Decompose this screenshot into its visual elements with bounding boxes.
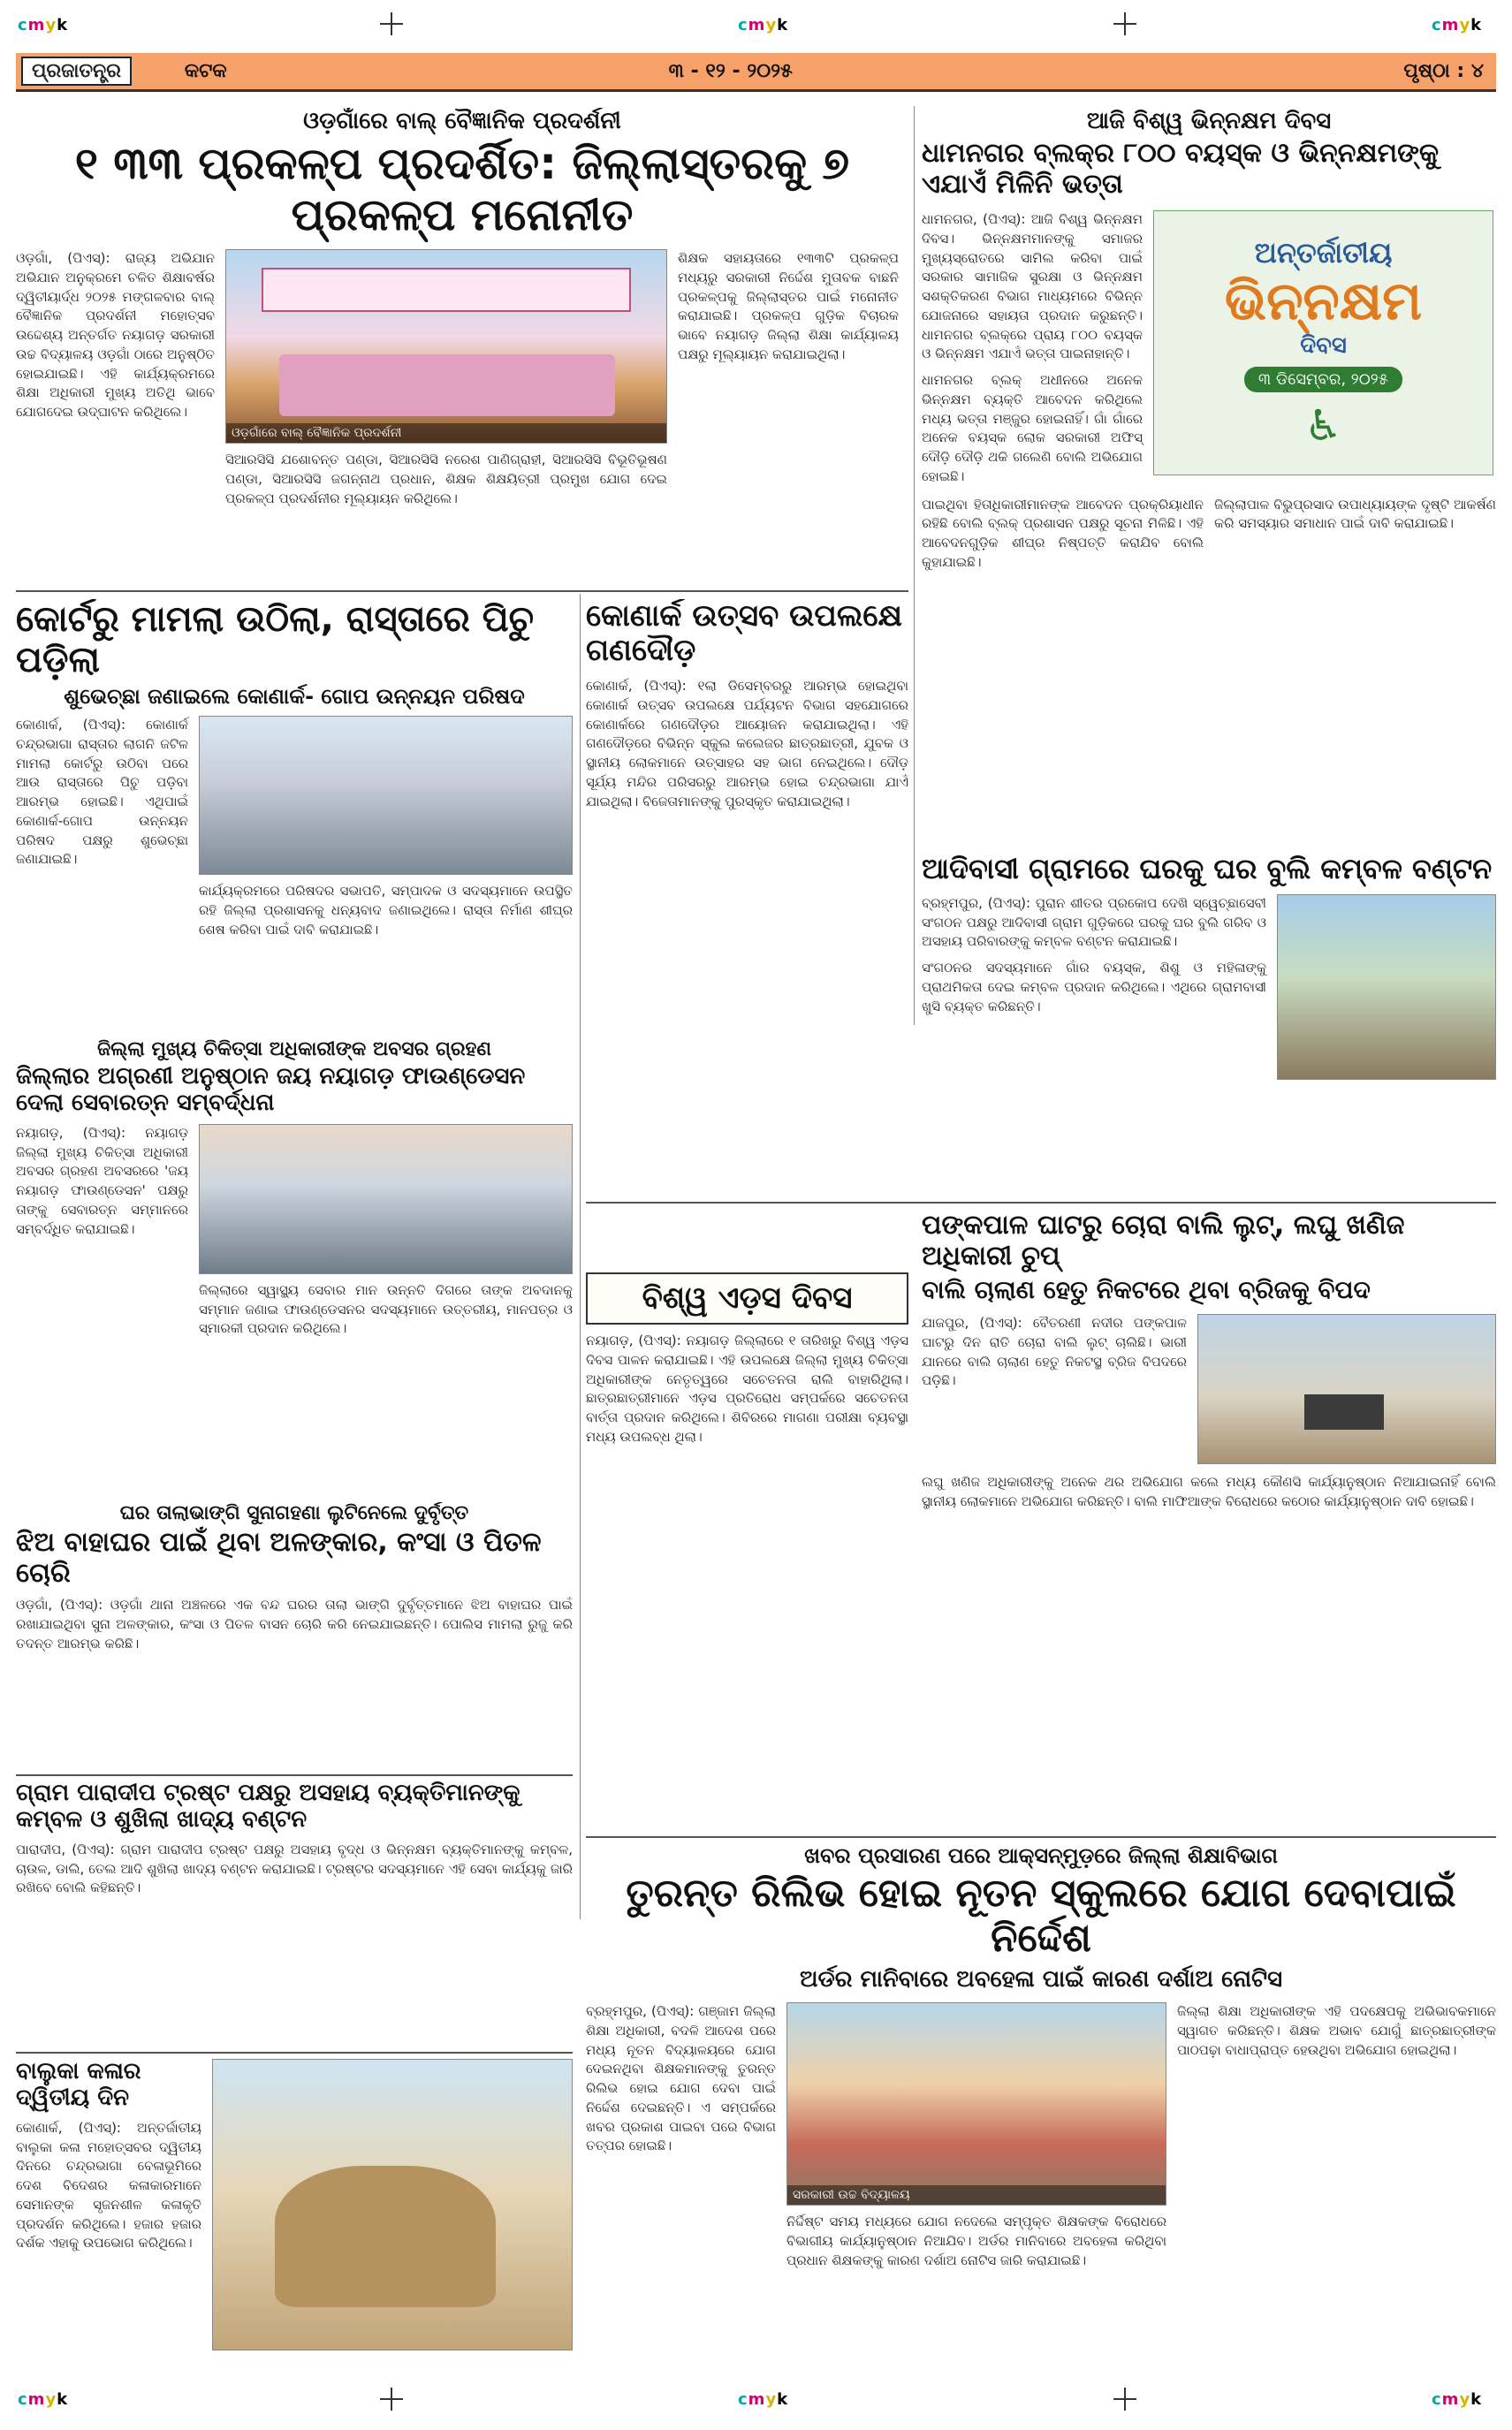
stage-banner-shape [262,268,631,312]
article-sand-bridge [922,1211,1496,1829]
article-cmo-honour [16,1038,573,1498]
cmyk-mark-bottom-center: cmyk [738,2390,789,2409]
disability-day-banner [1153,210,1493,475]
article-headline: ବିଶ୍ୱ ଏଡ଼ସ ଦିବସ [642,1280,853,1316]
article-headline: ଝିଅ ବାହାଘର ପାଇଁ ଥିବା ଅଳଙ୍କାର, କଂସା ଓ ପିତଳ ଚୋରି [16,1527,542,1589]
section-divider [16,2052,573,2054]
column-divider [914,106,915,1025]
article-body: ଲଘୁ ଖଣିଜ ଅଧିକାରୀଙ୍କୁ ଅନେକ ଥର ଅଭିଯୋଗ କଲେ ମଧ୍ୟ କୌଣସି କାର୍ଯ୍ୟାନୁଷ୍ଠାନ ନିଆଯାଇନାହିଁ ବୋଲି ସ୍ଥାନୀୟ ଲୋକମାନେ ଅଭିଯୋଗ କରିଛନ୍ତି। ବାଲି ମାଫିଆଙ୍କ ବିରୋଧରେ କଠୋର କାର୍ଯ୍ୟାନୁଷ୍ଠାନ ଦାବି ହୋଇଛି। [922,1474,1496,1509]
article-aids-day [586,1272,908,1917]
photo-caption: ସରକାରୀ ଉଚ୍ଚ ବିଦ୍ୟାଳୟ [787,2185,1166,2205]
newspaper-page [16,53,1496,2368]
article-headline: ଗ୍ରାମ ପାରାଦୀପ ଟ୍ରଷ୍ଟ ପକ୍ଷରୁ ଅସହାୟ ବ୍ୟକ୍ତିମାନଙ୍କୁ କମ୍ବଳ ଓ ଶୁଖିଲା ଖାଦ୍ୟ ବଣ୍ଟନ [16,1781,520,1833]
article-body: ନୟାଗଡ଼, (ପିଏସ୍): ନୟାଗଡ଼ ଜିଲ୍ଲା ମୁଖ୍ୟ ଚିକିତ୍ସା ଅଧିକାରୀ ଅବସର ଗ୍ରହଣ ଅବସରରେ 'ଜୟ ନୟାଗଡ଼ ଫାଉଣ୍ଡେସନ' ପକ୍ଷରୁ ତାଙ୍କୁ ସେବାରତ୍ନ ସମ୍ମାନରେ ସମ୍ବର୍ଦ୍ଧିତ କରାଯାଇଛି। [16,1124,188,1237]
article-body: ଜିଲ୍ଲାରେ ସ୍ୱାସ୍ଥ୍ୟ ସେବାର ମାନ ଉନ୍ନତି ଦିଗରେ ତାଙ୍କ ଅବଦାନକୁ ସମ୍ମାନ ଜଣାଇ ଫାଉଣ୍ଡେସନର ସଦସ୍ୟମାନେ ଉତ୍ତରୀୟ, ମାନପତ୍ର ଓ ସ୍ମାରକୀ ପ୍ରଦାନ କରିଥିଲେ। [199,1281,573,1337]
registration-crosshair-icon [1113,2388,1136,2411]
aids-day-title-box [586,1272,908,1325]
article-body: ଓଡ଼ଗାଁ, (ପିଏସ୍): ଓଡ଼ଗାଁ ଥାନା ଅଞ୍ଚଳରେ ଏକ ବନ୍ଦ ଘରର ତାଲା ଭାଙ୍ଗି ଦୁର୍ବୃତ୍ତମାନେ ଝିଅ ବାହାଘର ପାଇଁ ରଖାଯାଇଥିବା ସୁନା ଅଳଙ୍କାର, କଂସା ଓ ପିତଳ ବାସନ ଚୋରି କରି ନେଇଯାଇଛନ୍ତି। ପୋଲିସ ମାମଲା ରୁଜୁ କରି ତଦନ୍ତ ଆରମ୍ଭ କରିଛି। [16,1597,573,1652]
cmyk-mark-bottom-left: cmyk [18,2390,69,2409]
article-theft [16,1502,573,1767]
article-konark-court [16,599,573,1059]
article-sand-art [16,2059,573,2368]
photo-caption: ଓଡ଼ଗାଁରେ ବାଲ୍ ବୈଜ୍ଞାନିକ ପ୍ରଦର୍ଶନୀ [226,423,666,443]
school-assembly-photo [786,2002,1166,2206]
konark-meeting-photo [199,716,573,875]
article-headline: କୋଣାର୍କ ଉତ୍ସବ ଉପଲକ୍ଷେ ଗଣଦୌଡ଼ [586,599,902,669]
article-kicker: ଖବର ପ୍ରସାରଣ ପରେ ଆକ୍ସନ୍‌ମୁଡ଼ରେ ଜିଲ୍ଲା ଶିକ୍ଷାବିଭାଗ [804,1843,1278,1868]
wheelchair-icon: ♿ [1303,400,1343,451]
registration-crosshair-icon [380,2388,403,2411]
article-body: ଶିକ୍ଷକ ସହାୟତାରେ ୧୩୩ଟି ପ୍ରକଳ୍ପ ମଧ୍ୟରୁ ସରକାରୀ ନିର୍ଦ୍ଦେଶ ମୁତାବକ ବାଛନି ପ୍ରକଳ୍ପକୁ ଜିଲ୍ଲାସ୍ତର ପାଇଁ ମନୋନୀତ କରାଯାଇଛି। ପ୍ରକଳ୍ପ ଗୁଡ଼ିକ ବିଚାରକ ଭାବେ ନୟାଗଡ଼ ଜିଲ୍ଲା ଶିକ୍ଷା କାର୍ଯ୍ୟାଳୟ ପକ୍ଷରୁ ମୂଲ୍ୟାୟନ କରାଯାଇଥିଲା। [678,250,899,362]
article-body: କୋଣାର୍କ, (ପିଏସ୍): କୋଣାର୍କ ଚନ୍ଦ୍ରଭାଗା ରାସ୍ତାର ଲାଗନି ଜଟିଳ ମାମଲା କୋର୍ଟରୁ ଉଠିବା ପରେ ଆଉ ରାସ୍ତାରେ ପିଚୁ ପଡ଼ିବା ଆରମ୍ଭ ହୋଇଛି। ଏଥିପାଇଁ କୋଣାର୍କ-ଗୋପ ଉନ୍ନୟନ ପରିଷଦ ପକ୍ଷରୁ ଶୁଭେଚ୍ଛା ଜଣାଯାଇଛି। [16,717,188,868]
article-body: ବ୍ରହ୍ମପୁର, (ପିଏସ୍): ଗଞ୍ଜାମ ଜିଲ୍ଲା ଶିକ୍ଷା ଅଧିକାରୀ, ବଦଳି ଆଦେଶ ପରେ ମଧ୍ୟ ନୂତନ ବିଦ୍ୟାଳୟରେ ଯୋଗ ଦେଇନଥିବା ଶିକ୍ଷକମାନଙ୍କୁ ତୁରନ୍ତ ରିଲିଭ ହୋଇ ଯୋଗ ଦେବା ପାଇଁ ନିର୍ଦ୍ଦେଶ ଦେଇଛନ୍ତି। ଏ ସମ୍ପର୍କରେ ଖବର ପ୍ରକାଶ ପାଇବା ପରେ ବିଭାଗ ତତ୍ପର ହୋଇଛି। [586,2003,776,2154]
article-kicker: ଘର ତାଲାଭାଙ୍ଗି ସୁନାଗହଣା ଲୁଟିନେଲେ ଦୁର୍ବୃତ୍ତ [119,1502,469,1524]
article-body: ଓଡ଼ଗାଁ, (ପିଏସ୍): ରାଜ୍ୟ ଅଭିଯାନ ଅଭିଯାନ ଅନୁକ୍ରମେ ଚଳିତ ଶିକ୍ଷାବର୍ଷର ଦ୍ୱିତୀୟାର୍ଦ୍ଧ ୨୦୨୫ ମଙ୍ଗଳବାର ବାଲ୍ ବୈଜ୍ଞାନିକ ପ୍ରଦର୍ଶନୀ ମହୋତ୍ସବ ଉଦ୍ଦେଶ୍ୟ ଅନ୍ତର୍ଗତ ନୟାଗଡ଼ ସରକାରୀ ଉଚ୍ଚ ବିଦ୍ୟାଳୟ ଓଡ଼ଗାଁ ଠାରେ ଅନୁଷ୍ଠିତ ହୋଇଯାଇଛି। ଏହି କାର୍ଯ୍ୟକ୍ରମରେ ଶିକ୍ଷା ଅଧିକାରୀ ମୁଖ୍ୟ ଅତିଥି ଭାବେ ଯୋଗଦେଇ ଉଦ୍‌ଘାଟନ କରିଥିଲେ। [16,250,215,420]
article-kicker: ଓଡ଼ଗାଁରେ ବାଲ୍ ବୈଜ୍ଞାନିକ ପ୍ରଦର୍ଶନୀ [303,108,621,134]
article-headline: ଧାମନଗର ବ୍ଲକ୍‌ର ୮୦୦ ବୟସ୍କ ଓ ଭିନ୍ନକ୍ଷମଙ୍କୁ ଏଯାଏଁ ମିଳିନି ଭତ୍ତା [922,138,1440,200]
section-divider [16,590,908,592]
article-body: ନିର୍ଦ୍ଦିଷ୍ଟ ସମୟ ମଧ୍ୟରେ ଯୋଗ ନଦେଲେ ସମ୍ପୃକ୍ତ ଶିକ୍ଷକଙ୍କ ବିରୋଧରେ ବିଭାଗୀୟ କାର୍ଯ୍ୟାନୁଷ୍ଠାନ ନିଆଯିବ। ଅର୍ଡର ମାନିବାରେ ଅବହେଳା କରିଥିବା ପ୍ରଧାନ ଶିକ୍ଷକଙ୍କୁ କାରଣ ଦର୍ଶାଅ ନୋଟିସ ଜାରି କରାଯାଇଛି। [786,2214,1166,2268]
article-school-order [586,1843,1496,2368]
banner-title-line: ଅନ୍ତର୍ଜାତୀୟ [1254,235,1393,270]
registration-crosshair-icon [1113,12,1136,35]
article-headline: ତୁରନ୍ତ ରିଲିଭ ହୋଇ ନୂତନ ସ୍କୁଲରେ ଯୋଗ ଦେବାପାଇଁ ନିର୍ଦ୍ଦେଶ [626,1871,1456,1961]
sand-mining-photo [1197,1314,1496,1464]
cmyk-mark-top-right: cmyk [1432,16,1483,34]
article-body: ସଂଗଠନର ସଦସ୍ୟମାନେ ଗାଁର ବୟସ୍କ, ଶିଶୁ ଓ ମହିଳାଙ୍କୁ ପ୍ରାଥମିକତା ଦେଇ କମ୍ବଳ ପ୍ରଦାନ କରିଥିଲେ। ଏଥିରେ ଗ୍ରାମବାସୀ ଖୁସି ବ୍ୟକ୍ତ କରିଛନ୍ତି। [922,960,1266,1014]
banner-date: ୩ ଡିସେମ୍ବର, ୨୦୨୫ [1244,367,1402,392]
masthead [16,53,1496,92]
sculpture-shape [275,2166,496,2307]
section-divider [586,1202,1496,1204]
dais-shape [279,354,615,416]
article-ration-distribution [16,1781,573,2046]
article-body: ସିଆରସିସି ଯଶୋବନ୍ତ ପଣ୍ଡା, ସିଆରସିସି ନରେଶ ପାଣିଗ୍ରାହୀ, ସିଆରସିସି ବିଭୂତିଭୂଷଣ ପଣ୍ଡା, ସିଆରସିସି ଜଗନ୍ନାଥ ପ୍ରଧାନ, ଶିକ୍ଷକ ଶିକ୍ଷୟିତ୍ରୀ ପ୍ରମୁଖ ଯୋଗ ଦେଇ ପ୍ରକଳ୍ପ ପ୍ରଦର୍ଶନୀର ମୂଲ୍ୟାୟନ କରିଥିଲେ। [225,452,667,506]
article-headline: ଜିଲ୍ଲାର ଅଗ୍ରଣୀ ଅନୁଷ୍ଠାନ ଜୟ ନୟାଗଡ଼ ଫାଉଣ୍ଡେସନ ଦେଲା ସେବାରତ୍ନ ସମ୍ବର୍ଦ୍ଧନା [16,1063,526,1116]
article-subhead: ଅର୍ଡର ମାନିବାରେ ଅବହେଳା ପାଇଁ କାରଣ ଦର୍ଶାଅ ନୋଟିସ [799,1966,1283,1993]
cmyk-mark-top-left: cmyk [18,16,69,34]
article-headline: ଆଦିବାସୀ ଗ୍ରାମରେ ଘରକୁ ଘର ବୁଲି କମ୍ବଳ ବଣ୍ଟନ [922,853,1493,885]
article-body: ନୟାଗଡ଼, (ପିଏସ୍): ନୟାଗଡ଼ ଜିଲ୍ଲାରେ ୧ ତାରିଖରୁ ବିଶ୍ୱ ଏଡ଼ସ ଦିବସ ପାଳନ କରାଯାଇଛି। ଏହି ଉପଲକ୍ଷେ ଜିଲ୍ଲା ମୁଖ୍ୟ ଚିକିତ୍ସା ଅଧିକାରୀଙ୍କ ନେତୃତ୍ୱରେ ସଚେତନତା ରାଲି ବାହାରିଥିଲା। ଛାତ୍ରଛାତ୍ରୀମାନେ ଏଡ଼ସ ପ୍ରତିରୋଧ ସମ୍ପର୍କରେ ସଚେତନତା ବାର୍ତ୍ତା ପ୍ରଦାନ କରିଥିଲେ। ଶିବିରରେ ମାଗଣା ପରୀକ୍ଷା ବ୍ୟବସ୍ଥା ମଧ୍ୟ ଉପଲବ୍ଧ ଥିଲା। [586,1333,908,1445]
article-body: ଜିଲ୍ଲାପାଳ ବିଭୁପ୍ରସାଦ ଉପାଧ୍ୟାୟଙ୍କ ଦୃଷ୍ଟି ଆକର୍ଷଣ କରି ସମସ୍ୟାର ସମାଧାନ ପାଇଁ ଦାବି କରାଯାଇଛି। [1214,496,1496,532]
column-divider [580,594,581,1919]
article-body: ଜିଲ୍ଲା ଶିକ୍ଷା ଅଧିକାରୀଙ୍କ ଏହି ପଦକ୍ଷେପକୁ ଅଭିଭାବକମାନେ ସ୍ୱାଗତ କରିଛନ୍ତି। ଶିକ୍ଷକ ଅଭାବ ଯୋଗୁଁ ଛାତ୍ରଛାତ୍ରୀଙ୍କ ପାଠପଢ଼ା ବାଧାପ୍ରାପ୍ତ ହେଉଥିବା ଅଭିଯୋଗ ହୋଇଥିଲା। [1177,2003,1496,2058]
page-number: ପୃଷ୍ଠା : ୪ [1403,60,1484,82]
article-subhead: ଶୁଭେଚ୍ଛା ଜଣାଇଲେ କୋଣାର୍କ- ଗୋପ ଉନ୍ନୟନ ପରିଷଦ [64,684,525,709]
registration-crosshair-icon [380,12,403,35]
article-science-expo [16,108,908,585]
banner-title-line: ଭିନ୍ନକ୍ଷମ [1224,270,1423,332]
expo-stage-photo [225,249,667,444]
article-kicker: ଆଜି ବିଶ୍ୱ ଭିନ୍ନକ୍ଷମ ଦିବସ [1086,108,1332,134]
article-body: ବ୍ରହ୍ମପୁର, (ପିଏସ୍): ପୁରାନ ଶୀତର ପ୍ରକୋପ ଦେଖି ସ୍ୱେଚ୍ଛାସେବୀ ସଂଗଠନ ପକ୍ଷରୁ ଆଦିବାସୀ ଗ୍ରାମ ଗୁଡ଼ିକରେ ଘରକୁ ଘର ବୁଲି ଗରିବ ଓ ଅସହାୟ ପରିବାରଙ୍କୁ କମ୍ବଳ ବଣ୍ଟନ କରାଯାଇଛି। [922,894,1266,950]
article-body: କୋଣାର୍କ, (ପିଏସ୍): ୧ଲା ଡିସେମ୍ବରରୁ ଆରମ୍ଭ ହୋଇଥିବା କୋଣାର୍କ ଉତ୍ସବ ଉପଲକ୍ଷେ ପର୍ଯ୍ୟଟନ ବିଭାଗ ସହଯୋଗରେ କୋଣାର୍କରେ ଗଣଦୌଡ଼ର ଆୟୋଜନ କରାଯାଇଥିଲା। ଏହି ଗଣଦୌଡ଼ରେ ବିଭିନ୍ନ ସ୍କୁଲ କଲେଜର ଛାତ୍ରଛାତ୍ରୀ, ଯୁବକ ଓ ସ୍ଥାନୀୟ ଲୋକମାନେ ଉତ୍ସାହର ସହ ଭାଗ ନେଇଥିଲେ। ଦୌଡ଼ ସୂର୍ଯ୍ୟ ମନ୍ଦିର ପରିସରରୁ ଆରମ୍ଭ ହୋଇ ଚନ୍ଦ୍ରଭାଗା ଯାଏଁ ଯାଇଥିଲା। ବିଜେତାମାନଙ୍କୁ ପୁରସ୍କୃତ କରାଯାଇଥିଲା। [586,678,908,809]
article-body: ପାରାଦୀପ, (ପିଏସ୍): ଗ୍ରାମ ପାରାଦୀପ ଟ୍ରଷ୍ଟ ପକ୍ଷରୁ ଅସହାୟ ବୃଦ୍ଧ ଓ ଭିନ୍ନକ୍ଷମ ବ୍ୟକ୍ତିମାନଙ୍କୁ କମ୍ବଳ, ଚାଉଳ, ଡାଲି, ତେଲ ଆଦି ଶୁଖିଲା ଖାଦ୍ୟ ବଣ୍ଟନ କରାଯାଇଛି। ଟ୍ରଷ୍ଟର ସଦସ୍ୟମାନେ ଏହି ସେବା କାର୍ଯ୍ୟକୁ ଜାରି ରଖିବେ ବୋଲି କହିଛନ୍ତି। [16,1841,573,1896]
article-headline: ୧ ୩୩ ପ୍ରକଳ୍ପ ପ୍ରଦର୍ଶିତ: ଜିଲ୍ଲାସ୍ତରକୁ ୭ ପ୍ରକଳ୍ପ ମନୋନୀତ [74,138,850,240]
article-body: କାର୍ଯ୍ୟକ୍ରମରେ ପରିଷଦର ସଭାପତି, ସମ୍ପାଦକ ଓ ସଦସ୍ୟମାନେ ଉପସ୍ଥିତ ରହି ଜିଲ୍ଲା ପ୍ରଶାସନକୁ ଧନ୍ୟବାଦ ଜଣାଇଥିଲେ। ରାସ୍ତା ନିର୍ମାଣ ଶୀଘ୍ର ଶେଷ କରିବା ପାଇଁ ଦାବି କରାଯାଇଛି। [199,883,573,938]
edition-city: କଟକ [184,60,227,82]
cmyk-mark-top-center: cmyk [738,16,789,34]
cmyk-mark-bottom-right: cmyk [1432,2390,1483,2409]
edition-date: ୩ - ୧୨ - ୨୦୨୫ [668,60,793,82]
excavator-shape [1304,1394,1384,1430]
article-headline: ବାଲୁକା କଳାର ଦ୍ୱିତୀୟ ଦିନ [16,2059,141,2111]
article-body: ଯାଜପୁର, (ପିଏସ୍): ବୈତରଣୀ ନଦୀର ପଙ୍କପାଳ ଘାଟରୁ ଦିନ ରାତି ଚୋରା ବାଲି ଲୁଟ୍ ଚାଲିଛି। ଭାରୀ ଯାନରେ ବାଲି ଚାଲାଣ ହେତୁ ନିକଟସ୍ଥ ବ୍ରିଜ ବିପଦରେ ପଡ଼ିଛି। [922,1315,1187,1389]
village-blanket-photo [1277,894,1496,1080]
article-headline: କୋର୍ଟରୁ ମାମଲା ଉଠିଲା, ରାସ୍ତାରେ ପିଚୁ ପଡ଼ିଲା [16,599,535,680]
rally-photo [199,1124,573,1274]
section-divider [586,1836,1496,1838]
article-blanket-distribution [922,853,1496,1206]
article-konark-festival [586,599,908,1271]
newspaper-logo: ପ୍ରଜାତନ୍ତ୍ର [21,57,132,86]
section-divider [16,1774,573,1776]
article-body: ଧାମନଗର, (ପିଏସ୍): ଆଜି ବିଶ୍ୱ ଭିନ୍ନକ୍ଷମ ଦିବସ। ଭିନ୍ନକ୍ଷମମାନଙ୍କୁ ସମାଜର ମୁଖ୍ୟସ୍ରୋତରେ ସାମିଲ କରିବା ପାଇଁ ସରକାର ସାମାଜିକ ସୁରକ୍ଷା ଓ ଭିନ୍ନକ୍ଷମ ସଶକ୍ତିକରଣ ବିଭାଗ ମାଧ୍ୟମରେ ବିଭିନ୍ନ ଯୋଜନାରେ ସହାୟତା ପ୍ରଦାନ କରୁଛନ୍ତି। ଧାମନଗର ବ୍ଲକ୍‌ରେ ପ୍ରାୟ ୮୦୦ ବୟସ୍କ ଓ ଭିନ୍ନକ୍ଷମ ଏଯାଏଁ ଭତ୍ତା ପାଇନାହାନ୍ତି। [922,211,1143,362]
article-kicker: ଜିଲ୍ଲା ମୁଖ୍ୟ ଚିକିତ୍ସା ଅଧିକାରୀଙ୍କ ଅବସର ଗ୍ରହଣ [96,1038,492,1060]
sand-sculpture-photo [212,2059,573,2350]
banner-title-line: ଦିବସ [1300,331,1347,359]
article-headline: ପଙ୍କପାଳ ଘାଟରୁ ଚୋରା ବାଲି ଲୁଟ୍, ଲଘୁ ଖଣିଜ ଅଧିକାରୀ ଚୁପ୍ [922,1211,1405,1272]
article-body: ପାଇଥିବା ହିତାଧିକାରୀମାନଙ୍କ ଆବେଦନ ପ୍ରକ୍ରିୟାଧୀନ ରହିଛି ବୋଲି ବ୍ଲକ୍ ପ୍ରଶାସନ ପକ୍ଷରୁ ସୂଚନା ମିଳିଛି। ଏହି ଆବେଦନଗୁଡ଼ିକ ଶୀଘ୍ର ନିଷ୍ପତ୍ତି କରାଯିବ ବୋଲି କୁହାଯାଇଛି। [922,496,1204,570]
article-body: ଧାମନଗର ବ୍ଲକ୍ ଅଧୀନରେ ଅନେକ ଭିନ୍ନକ୍ଷମ ବ୍ୟକ୍ତି ଆବେଦନ କରିଥିଲେ ମଧ୍ୟ ଭତ୍ତା ମଞ୍ଜୁର ହୋଇନାହିଁ। ଗାଁ ଗାଁରେ ଅନେକ ବୟସ୍କ ଲୋକ ସରକାରୀ ଅଫିସ୍ ଦୌଡ଼ି ଦୌଡ଼ି ଥକି ଗଲେଣି ବୋଲି ଅଭିଯୋଗ ହୋଇଛି। [922,372,1143,484]
article-subhead: ବାଲି ଚାଲାଣ ହେତୁ ନିକଟରେ ଥିବା ବ୍ରିଜକୁ ବିପଦ [922,1275,1371,1304]
article-body: କୋଣାର୍କ, (ପିଏସ୍): ଅନ୍ତର୍ଜାତୀୟ ବାଲୁକା କଳା ମହୋତ୍ସବର ଦ୍ୱିତୀୟ ଦିନରେ ଚନ୍ଦ୍ରଭାଗା ବେଳାଭୂମିରେ ଦେଶ ବିଦେଶର କଳାକାରମାନେ ସେମାନଙ୍କ ସୃଜନଶୀଳ କଳାକୃତି ପ୍ରଦର୍ଶନ କରିଥିଲେ। ହଜାର ହଜାର ଦର୍ଶକ ଏହାକୁ ଉପଭୋଗ କରିଥିଲେ। [16,2119,201,2252]
